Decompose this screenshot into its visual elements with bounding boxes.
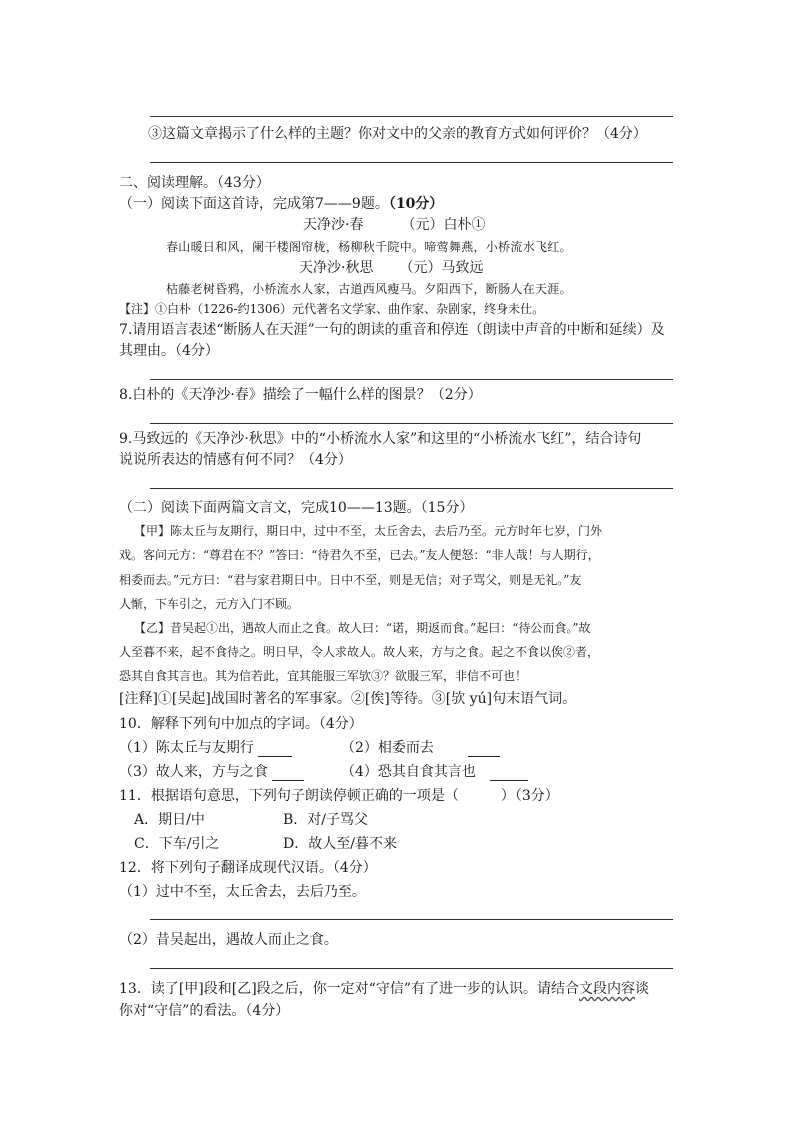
poem-note: 【注】①白朴（1226-约1306）元代著名文学家、曲作家、杂剧家，终身未仕。 bbox=[119, 302, 545, 316]
q10-item2 bbox=[341, 739, 500, 757]
jia-line3: 相委而去。”元方曰：“君与家君期日中。日中不至，则是无信；对子骂父，则是无礼。”友 bbox=[119, 573, 582, 587]
poem1-text: 春山暖日和风，阑干楼阁帘栊，杨柳秋千院中。啼莺舞燕，小桥流水飞红。 bbox=[166, 240, 572, 254]
section-title: 二、阅读理解。（43分） bbox=[119, 175, 270, 191]
q13-line1-a: 13．读了[甲]段和[乙]段之后，你一定对“守信”有了进一步的认识。请结合 bbox=[119, 981, 579, 997]
q10-item4-text: （4）恐其自食其言也 bbox=[341, 764, 476, 780]
q13-line2: 你对“守信”的看法。（4分） bbox=[119, 1003, 290, 1019]
part1-score: （10分） bbox=[388, 196, 444, 212]
q11-option-a: A．期日/中 bbox=[134, 812, 205, 828]
q10-item3-text: （3）故人来，方与之食 bbox=[119, 764, 268, 780]
answer-blank[interactable] bbox=[258, 756, 292, 757]
q7-line1: 7.请用语言表述“断肠人在天涯”一句的朗读的重音和停连（朗读中声音的中断和延续）及 bbox=[119, 322, 665, 338]
q10-item1-text: （1）陈太丘与友期行 bbox=[119, 740, 254, 756]
yi-line2: 人至暮不来，起不食待之。明日早，令人求故人。故人来，方与之食。起之不食以俟②者， bbox=[119, 645, 600, 659]
q8-prompt: 8.白朴的《天净沙·春》描绘了一幅什么样的图景？（2分） bbox=[119, 387, 482, 403]
part1-intro bbox=[119, 195, 443, 213]
q11-prompt: 11．根据语句意思，下列句子朗读停顿正确的一项是（ ）（3分） bbox=[119, 788, 559, 804]
q10-item4 bbox=[341, 763, 528, 781]
answer-blank[interactable] bbox=[490, 780, 528, 781]
q11-option-c: C．下车/引之 bbox=[134, 836, 220, 852]
part2-intro: （二）阅读下面两篇文言文，完成10——13题。（15分） bbox=[119, 500, 474, 516]
q9-line2: 说说所表达的情感有何不同？（4分） bbox=[119, 452, 352, 468]
q11-option-b: B．对/子骂父 bbox=[283, 812, 369, 828]
poem1-title bbox=[303, 216, 485, 234]
poem1-title-text: 天净沙·春 bbox=[303, 217, 364, 233]
jia-line2: 戏。客问元方：“尊君在不？”答曰：“待君久不至，已去。”友人便怒：“非人哉！与人期行， bbox=[119, 548, 600, 562]
q3-prompt: ③这篇文章揭示了什么样的主题？你对文中的父亲的教育方式如何评价？（4分） bbox=[148, 126, 647, 142]
q10-prompt: 10．解释下列句中加点的字词。（4分） bbox=[119, 716, 363, 732]
part1-intro-text: （一）阅读下面这首诗，完成第7——9题。 bbox=[119, 196, 389, 212]
q10-item1 bbox=[119, 739, 292, 757]
poem2-text: 枯藤老树昏鸦，小桥流水人家，古道西风瘦马。夕阳西下，断肠人在天涯。 bbox=[166, 282, 572, 296]
q12-item2: （2）昔吴起出，遇故人而止之食。 bbox=[119, 932, 338, 948]
poem2-author: （元）马致远 bbox=[399, 260, 484, 276]
answer-line bbox=[150, 116, 673, 117]
answer-blank[interactable] bbox=[272, 780, 304, 781]
jia-line4: 人惭，下车引之，元方入门不顾。 bbox=[119, 597, 300, 611]
q11-option-d: D．故人至/暮不来 bbox=[283, 836, 397, 852]
answer-line bbox=[150, 968, 673, 969]
jia-line1: 【甲】陈太丘与友期行，期日中，过中不至，太丘舍去，去后乃至。元方时年七岁，门外 bbox=[134, 524, 603, 538]
poem2-title-text: 天净沙·秋思 bbox=[299, 260, 374, 276]
q7-line2: 其理由。（4分） bbox=[119, 343, 219, 359]
q12-item1: （1）过中不至，太丘舍去，去后乃至。 bbox=[119, 884, 366, 900]
answer-line bbox=[150, 919, 673, 920]
q13-line1-b: 文段内容 bbox=[578, 981, 635, 997]
poem2-title bbox=[299, 259, 483, 277]
yi-line1: 【乙】昔吴起①出，遇故人而止之食。故人曰：“诺，期返而食。”起曰：“待公而食。”故 bbox=[134, 621, 591, 635]
yi-line3: 恐其自食其言也。其为信若此，宜其能服三军欤③？欲服三军，非信不可也！ bbox=[119, 669, 528, 683]
answer-line bbox=[150, 379, 673, 380]
q10-item3 bbox=[119, 763, 304, 781]
poem1-author: （元）白朴① bbox=[401, 217, 486, 233]
q13-line1-c: 谈 bbox=[634, 981, 649, 997]
answer-line bbox=[150, 423, 673, 424]
answer-blank[interactable] bbox=[468, 756, 500, 757]
q12-prompt: 12．将下列句子翻译成现代汉语。（4分） bbox=[119, 860, 377, 876]
q9-line1: 9.马致远的《天净沙·秋思》中的“小桥流水人家”和这里的“小桥流水飞红”，结合诗句 bbox=[119, 431, 642, 447]
annotation: [注释]①[吴起]战国时著名的军事家。②[俟]等待。③[欤 yú]句末语气词。 bbox=[119, 691, 577, 707]
q10-item2-text: （2）相委而去 bbox=[341, 740, 434, 756]
answer-line bbox=[150, 488, 673, 489]
q13-line1 bbox=[119, 980, 649, 998]
answer-line bbox=[150, 162, 673, 163]
